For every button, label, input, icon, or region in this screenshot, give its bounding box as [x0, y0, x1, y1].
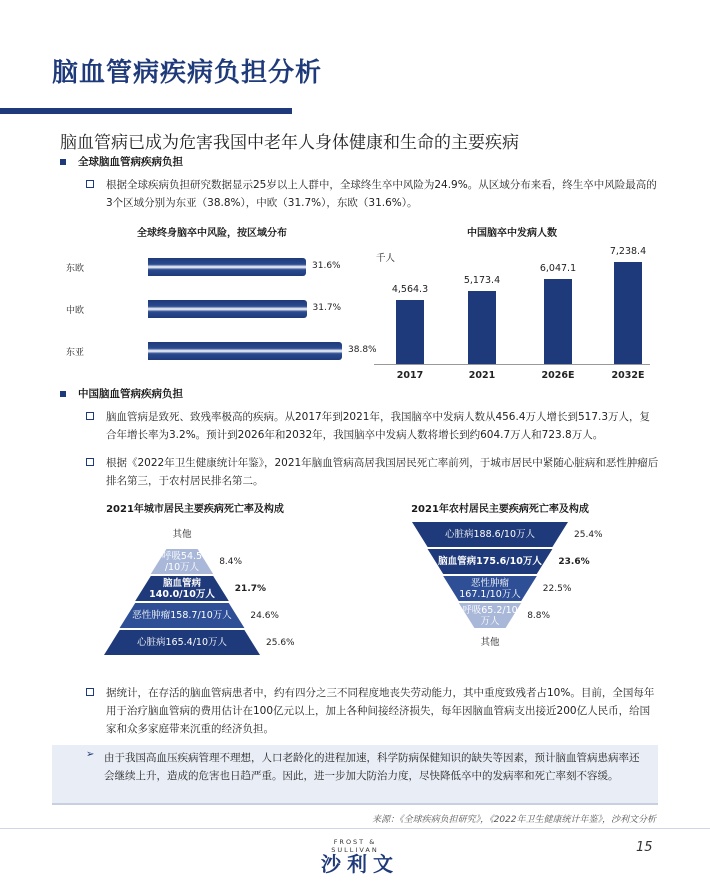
bar	[544, 279, 572, 364]
bar	[614, 262, 642, 364]
bar	[148, 342, 342, 360]
bar-value-label: 31.6%	[312, 261, 341, 271]
checkbox-bullet-icon	[86, 180, 94, 188]
segment-percent: 8.4%	[219, 557, 243, 567]
page-number: 15	[636, 840, 653, 855]
chart-global-stroke-risk	[52, 222, 377, 372]
chart-china-stroke-incidence	[362, 222, 658, 382]
checkbox-bullet-icon	[86, 412, 94, 420]
bar-value-label: 31.7%	[312, 303, 342, 313]
square-bullet-icon	[60, 391, 66, 397]
x-tick-label: 2021	[468, 370, 496, 381]
segment-label	[420, 556, 560, 567]
chart-title: 2021年农村居民主要疾病死亡率及构成	[411, 504, 589, 515]
x-axis-line	[374, 364, 650, 365]
y-axis-unit: 千人	[376, 253, 396, 264]
page-subtitle: 脑血管病已成为危害我国中老年人身体健康和生命的主要疾病	[60, 133, 519, 153]
segment-label	[420, 578, 560, 600]
bar-value-label: 7,238.4	[609, 246, 647, 257]
segment-percent: 8.8%	[527, 611, 551, 621]
arrow-bullet-icon: ➢	[86, 749, 95, 760]
checkbox-bullet-icon	[86, 688, 94, 696]
segment-label	[112, 529, 252, 540]
segment-name: 其他	[480, 637, 500, 648]
bar-value-label: 5,173.4	[463, 275, 501, 287]
bar	[396, 300, 424, 364]
paragraph-disability-cost: 据统计，在存活的脑血管病患者中，约有四分之三不同程度地丧失劳动能力，其中重度致残者占10%。目前，全国每年用于治疗脑血管病的费用估计在100亿元以上，加上各种间接经济损失，每年因脑血管病支出接近200亿人民币，给国家和众多家庭带来沉重的经济负担。	[106, 684, 660, 738]
segment-percent: 25.6%	[266, 638, 295, 648]
conclusion-box	[52, 745, 658, 805]
section-heading-china: 中国脑血管病疾病负担	[60, 386, 183, 401]
checkbox-bullet-icon	[86, 458, 94, 466]
segment-percent: 25.4%	[574, 530, 603, 540]
bar	[468, 291, 496, 364]
chart-urban-mortality	[90, 498, 320, 678]
x-tick-label: 2032E	[611, 370, 645, 381]
source-note: 来源：《全球疾病负担研究》，《2022年卫生健康统计年鉴》，沙利文分析	[372, 815, 656, 825]
segment-name: 心脏病188.6/10万人	[445, 529, 535, 540]
segment-name: 脑血管病175.6/10万人	[438, 556, 542, 567]
segment-name: 心脏病165.4/10万人	[137, 637, 227, 648]
bar-category-label: 东欧	[66, 264, 85, 274]
logo-shaliwen: 沙利文	[321, 852, 399, 876]
segment-rate: 万人	[480, 616, 500, 627]
segment-label	[420, 529, 560, 540]
bar	[148, 300, 307, 318]
segment-rate: 167.1/10万人	[459, 589, 521, 600]
chart-rural-mortality	[400, 498, 630, 668]
segment-name: 呼吸65.2/10	[462, 605, 518, 616]
title-rule	[0, 108, 292, 114]
square-bullet-icon	[60, 159, 66, 165]
chart-title: 2021年城市居民主要疾病死亡率及构成	[106, 504, 284, 515]
segment-label	[112, 578, 252, 600]
footer-rule	[0, 828, 710, 829]
paragraph-china-incidence: 脑血管病是致死、致残率极高的疾病。从2017年到2021年，我国脑卒中发病人数从456.4万人增长到517.3万人，复合年增长率为3.2%。预计到2026年和2032年，我国脑卒中发病人数将增长到约604.7万人和723.8万人。	[106, 408, 660, 444]
segment-rate: 140.0/10万人	[149, 589, 215, 600]
x-tick-label: 2026E	[541, 370, 575, 381]
bar	[148, 258, 306, 276]
segment-label	[112, 610, 252, 621]
segment-percent: 21.7%	[234, 584, 267, 594]
segment-percent: 24.6%	[250, 611, 279, 621]
section-heading-global: 全球脑血管病疾病负担	[60, 154, 183, 169]
bar-value-label: 38.8%	[348, 345, 377, 355]
bar-category-label: 中欧	[66, 306, 85, 316]
bar-value-label: 6,047.1	[539, 262, 577, 274]
segment-label	[112, 637, 252, 648]
bar-category-label: 东亚	[66, 348, 85, 358]
paragraph-mortality-rank: 根据《2022年卫生健康统计年鉴》，2021年脑血管病高居我国居民死亡率前列，于城市居民中紧随心脏病和恶性肿瘤后排名第三，于农村居民排名第二。	[106, 454, 660, 490]
segment-percent: 22.5%	[542, 584, 572, 594]
logo-frost-sullivan: FROST & SULLIVAN	[331, 838, 379, 854]
segment-name: 恶性肿瘤	[470, 578, 509, 589]
segment-rate: /10万人	[164, 562, 200, 573]
paragraph-global-risk: 根据全球疾病负担研究数据显示25岁以上人群中，全球终生卒中风险为24.9%。从区域分布来看，终生卒中风险最高的3个区域分别为东亚（38.8%），中欧（31.7%），东欧（31.6%）。	[106, 176, 660, 212]
page-title: 脑血管病疾病负担分析	[52, 58, 323, 88]
chart-title: 中国脑卒中发病人数	[467, 228, 557, 239]
segment-label	[420, 637, 560, 648]
x-tick-label: 2017	[396, 370, 424, 381]
conclusion-text: 由于我国高血压疾病管理不理想，人口老龄化的进程加速，科学防病保健知识的缺失等因素，预计脑血管病患病率还会继续上升，造成的危害也日趋严重。因此，进一步加大防治力度，尽快降低卒中的发病率和死亡率刻不容缓。	[104, 752, 640, 782]
segment-percent: 23.6%	[558, 557, 590, 567]
segment-name: 恶性肿瘤158.7/10万人	[132, 610, 232, 621]
segment-name: 脑血管病	[162, 578, 201, 589]
chart-title: 全球终身脑卒中风险，按区域分布	[137, 228, 287, 239]
segment-name: 呼吸54.5	[161, 551, 203, 562]
segment-name: 其他	[172, 529, 192, 540]
bar-value-label: 4,564.3	[391, 283, 429, 295]
